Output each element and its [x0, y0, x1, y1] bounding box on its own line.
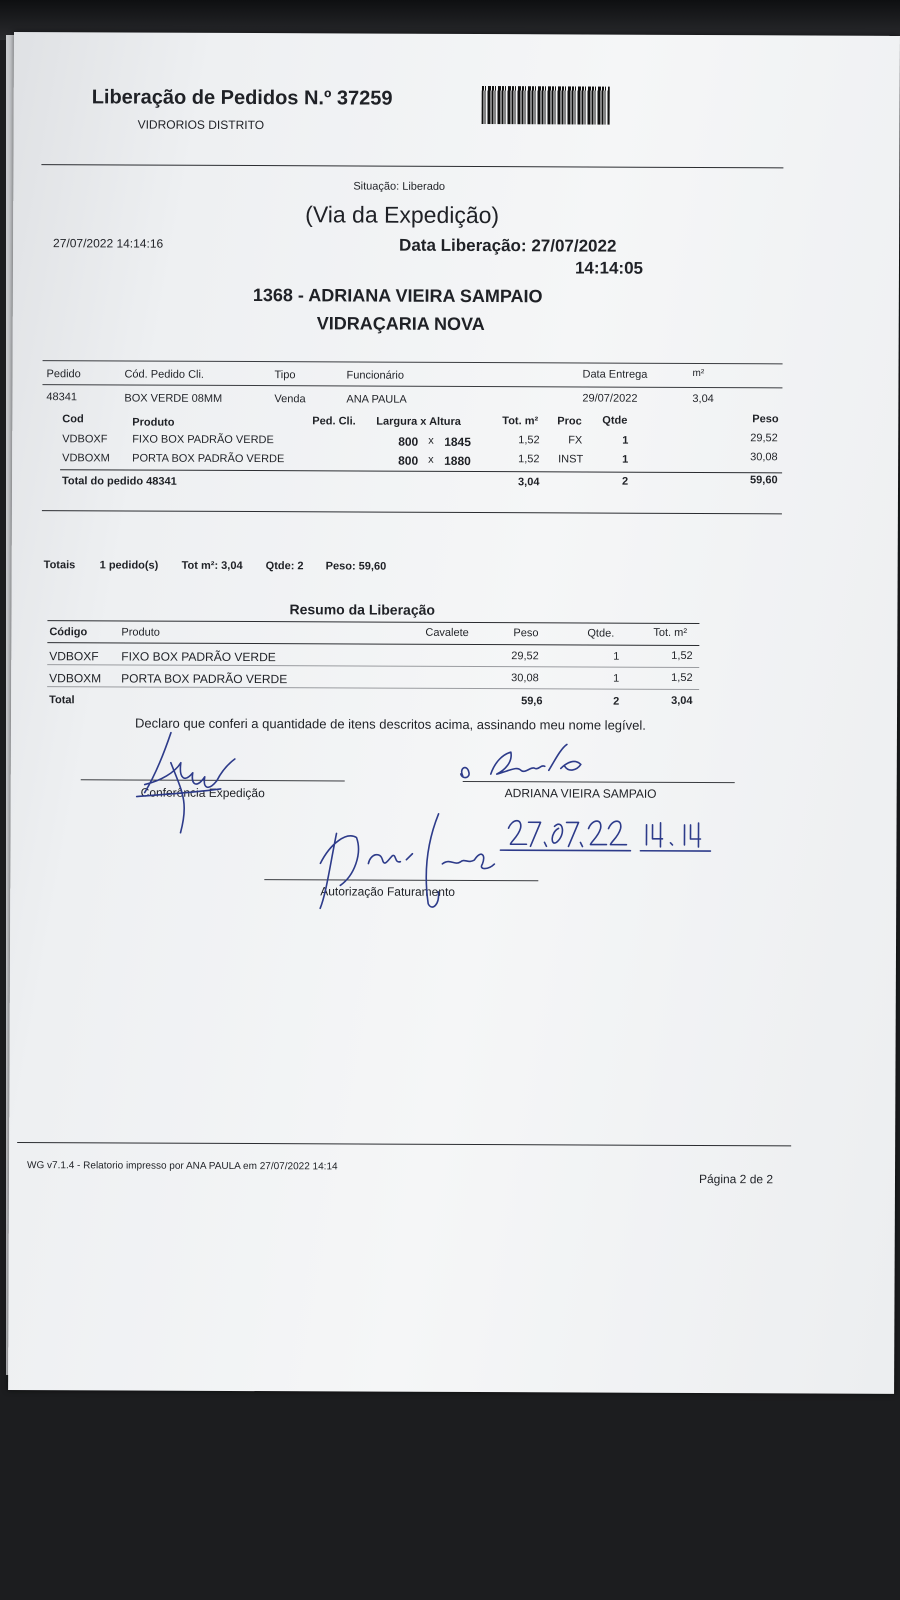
- order-funcionario: ANA PAULA: [346, 393, 407, 406]
- totals-peso: Peso: 59,60: [325, 560, 387, 573]
- company-name: VIDRORIOS DISTRITO: [137, 117, 265, 133]
- order-total-m2: 3,04: [518, 476, 540, 489]
- item-peso: 30,08: [750, 451, 778, 464]
- order-cod-pedido-cli: BOX VERDE 08MM: [124, 392, 223, 405]
- conferencia-label: Conferência Expedição: [140, 785, 265, 801]
- item-tot-m2: 1,52: [518, 434, 540, 447]
- totals-label: Totais: [43, 559, 76, 572]
- summary-tot-m2: 1,52: [671, 649, 693, 662]
- cliente-label: ADRIANA VIEIRA SAMPAIO: [504, 786, 657, 801]
- order-m2: 3,04: [692, 392, 714, 406]
- summary-col-qtde: Qtde.: [587, 627, 615, 640]
- summary-peso: 30,08: [511, 672, 539, 685]
- signature-autorizacao: [310, 803, 510, 914]
- item-cod: VDBOXM: [62, 452, 110, 465]
- release-date: Data Liberação: 27/07/2022: [399, 235, 617, 256]
- release-time: 14:14:05: [574, 258, 644, 278]
- col-m2: m²: [692, 367, 705, 380]
- totals-pedidos: 1 pedido(s): [99, 559, 159, 572]
- items-total-rule: [60, 469, 782, 473]
- summary-col-produto: Produto: [121, 626, 160, 639]
- page-number: Página 2 de 2: [698, 1171, 774, 1187]
- signature-conferencia: [131, 723, 251, 834]
- col-data-entrega: Data Entrega: [582, 368, 648, 381]
- items-col-qtde: Qtde: [602, 414, 628, 427]
- footer-report-info: WG v7.1.4 - Relatorio impresso por ANA PAULA em 27/07/2022 14:14: [27, 1160, 338, 1173]
- items-col-ped-cli: Ped. Cli.: [312, 415, 356, 428]
- item-produto: FIXO BOX PADRÃO VERDE: [132, 433, 274, 447]
- items-col-tot-m2: Tot. m²: [502, 415, 539, 428]
- summary-top-rule: [47, 620, 699, 624]
- item-qtde: 1: [622, 453, 629, 466]
- item-x: x: [428, 434, 434, 447]
- summary-col-codigo: Código: [49, 626, 88, 639]
- totals-qtde: Qtde: 2: [265, 560, 304, 573]
- order-total-peso: 59,60: [750, 474, 778, 487]
- summary-tot-m2: 1,52: [671, 671, 693, 684]
- print-datetime: 27/07/2022 14:14:16: [53, 236, 164, 251]
- document-page: [8, 32, 900, 1394]
- item-proc: INST: [558, 453, 584, 466]
- order-table-header-rule: [42, 384, 782, 388]
- items-col-peso: Peso: [752, 413, 779, 426]
- summary-qtde: 1: [613, 650, 620, 663]
- items-col-produto: Produto: [132, 416, 175, 429]
- item-cod: VDBOXF: [62, 433, 108, 446]
- summary-produto: PORTA BOX PADRÃO VERDE: [121, 671, 288, 687]
- order-total-label: Total do pedido 48341: [62, 475, 177, 488]
- summary-header-rule: [47, 642, 699, 646]
- order-table-top-rule: [43, 360, 783, 364]
- situation-label: Situação: Liberado: [353, 180, 446, 193]
- summary-row-divider: [47, 686, 699, 690]
- declaration-text: Declaro que conferi a quantidade de itens descritos acima, assinando meu nome legível.: [134, 715, 646, 733]
- col-tipo: Tipo: [274, 369, 296, 382]
- summary-col-tot-m2: Tot. m²: [653, 626, 688, 639]
- item-tot-m2: 1,52: [518, 453, 540, 466]
- summary-codigo: VDBOXF: [49, 649, 99, 664]
- via-label: (Via da Expedição): [305, 201, 500, 229]
- item-largura: 800: [398, 453, 419, 468]
- footer-rule: [17, 1142, 791, 1146]
- client-name: 1368 - ADRIANA VIEIRA SAMPAIO: [252, 285, 543, 307]
- document-title: Liberação de Pedidos N.º 37259: [91, 86, 393, 110]
- summary-total-label: Total: [49, 694, 75, 707]
- order-data-entrega: 29/07/2022: [582, 392, 638, 405]
- summary-total-peso: 59,6: [521, 695, 543, 708]
- item-altura: 1845: [444, 434, 471, 449]
- summary-col-peso: Peso: [513, 627, 539, 640]
- header-divider: [41, 164, 783, 168]
- item-altura: 1880: [444, 453, 471, 468]
- summary-peso: 29,52: [511, 650, 539, 663]
- client-company: VIDRAÇARIA NOVA: [316, 313, 485, 335]
- items-col-cod: Cod: [62, 413, 84, 426]
- order-section-bottom-rule: [42, 510, 782, 514]
- col-pedido: Pedido: [46, 368, 81, 381]
- summary-total-tot-m2: 3,04: [671, 694, 693, 707]
- summary-row-divider: [47, 664, 699, 668]
- summary-total-qtde: 2: [613, 695, 620, 708]
- items-col-proc: Proc: [557, 415, 582, 428]
- item-proc: FX: [568, 434, 583, 447]
- item-peso: 29,52: [750, 432, 778, 445]
- item-qtde: 1: [622, 434, 629, 447]
- summary-col-cavalete: Cavalete: [425, 626, 469, 639]
- signature-cliente: [451, 740, 611, 791]
- item-largura: 800: [398, 434, 419, 449]
- autorizacao-label: Autorização Faturamento: [320, 884, 456, 899]
- summary-title: Resumo da Liberação: [289, 601, 436, 618]
- order-total-qtde: 2: [622, 475, 629, 488]
- item-produto: PORTA BOX PADRÃO VERDE: [132, 452, 285, 466]
- order-pedido: 48341: [46, 391, 78, 404]
- barcode: [482, 86, 610, 125]
- order-tipo: Venda: [274, 393, 306, 406]
- summary-codigo: VDBOXM: [49, 671, 102, 686]
- totals-m2: Tot m²: 3,04: [181, 559, 243, 573]
- item-x: x: [428, 453, 434, 466]
- summary-qtde: 1: [613, 672, 620, 685]
- items-col-largura-altura: Largura x Altura: [376, 415, 461, 428]
- col-cod-pedido-cli: Cód. Pedido Cli.: [124, 368, 205, 381]
- handwritten-date: [500, 810, 720, 857]
- summary-produto: FIXO BOX PADRÃO VERDE: [121, 649, 276, 665]
- col-funcionario: Funcionário: [346, 369, 405, 382]
